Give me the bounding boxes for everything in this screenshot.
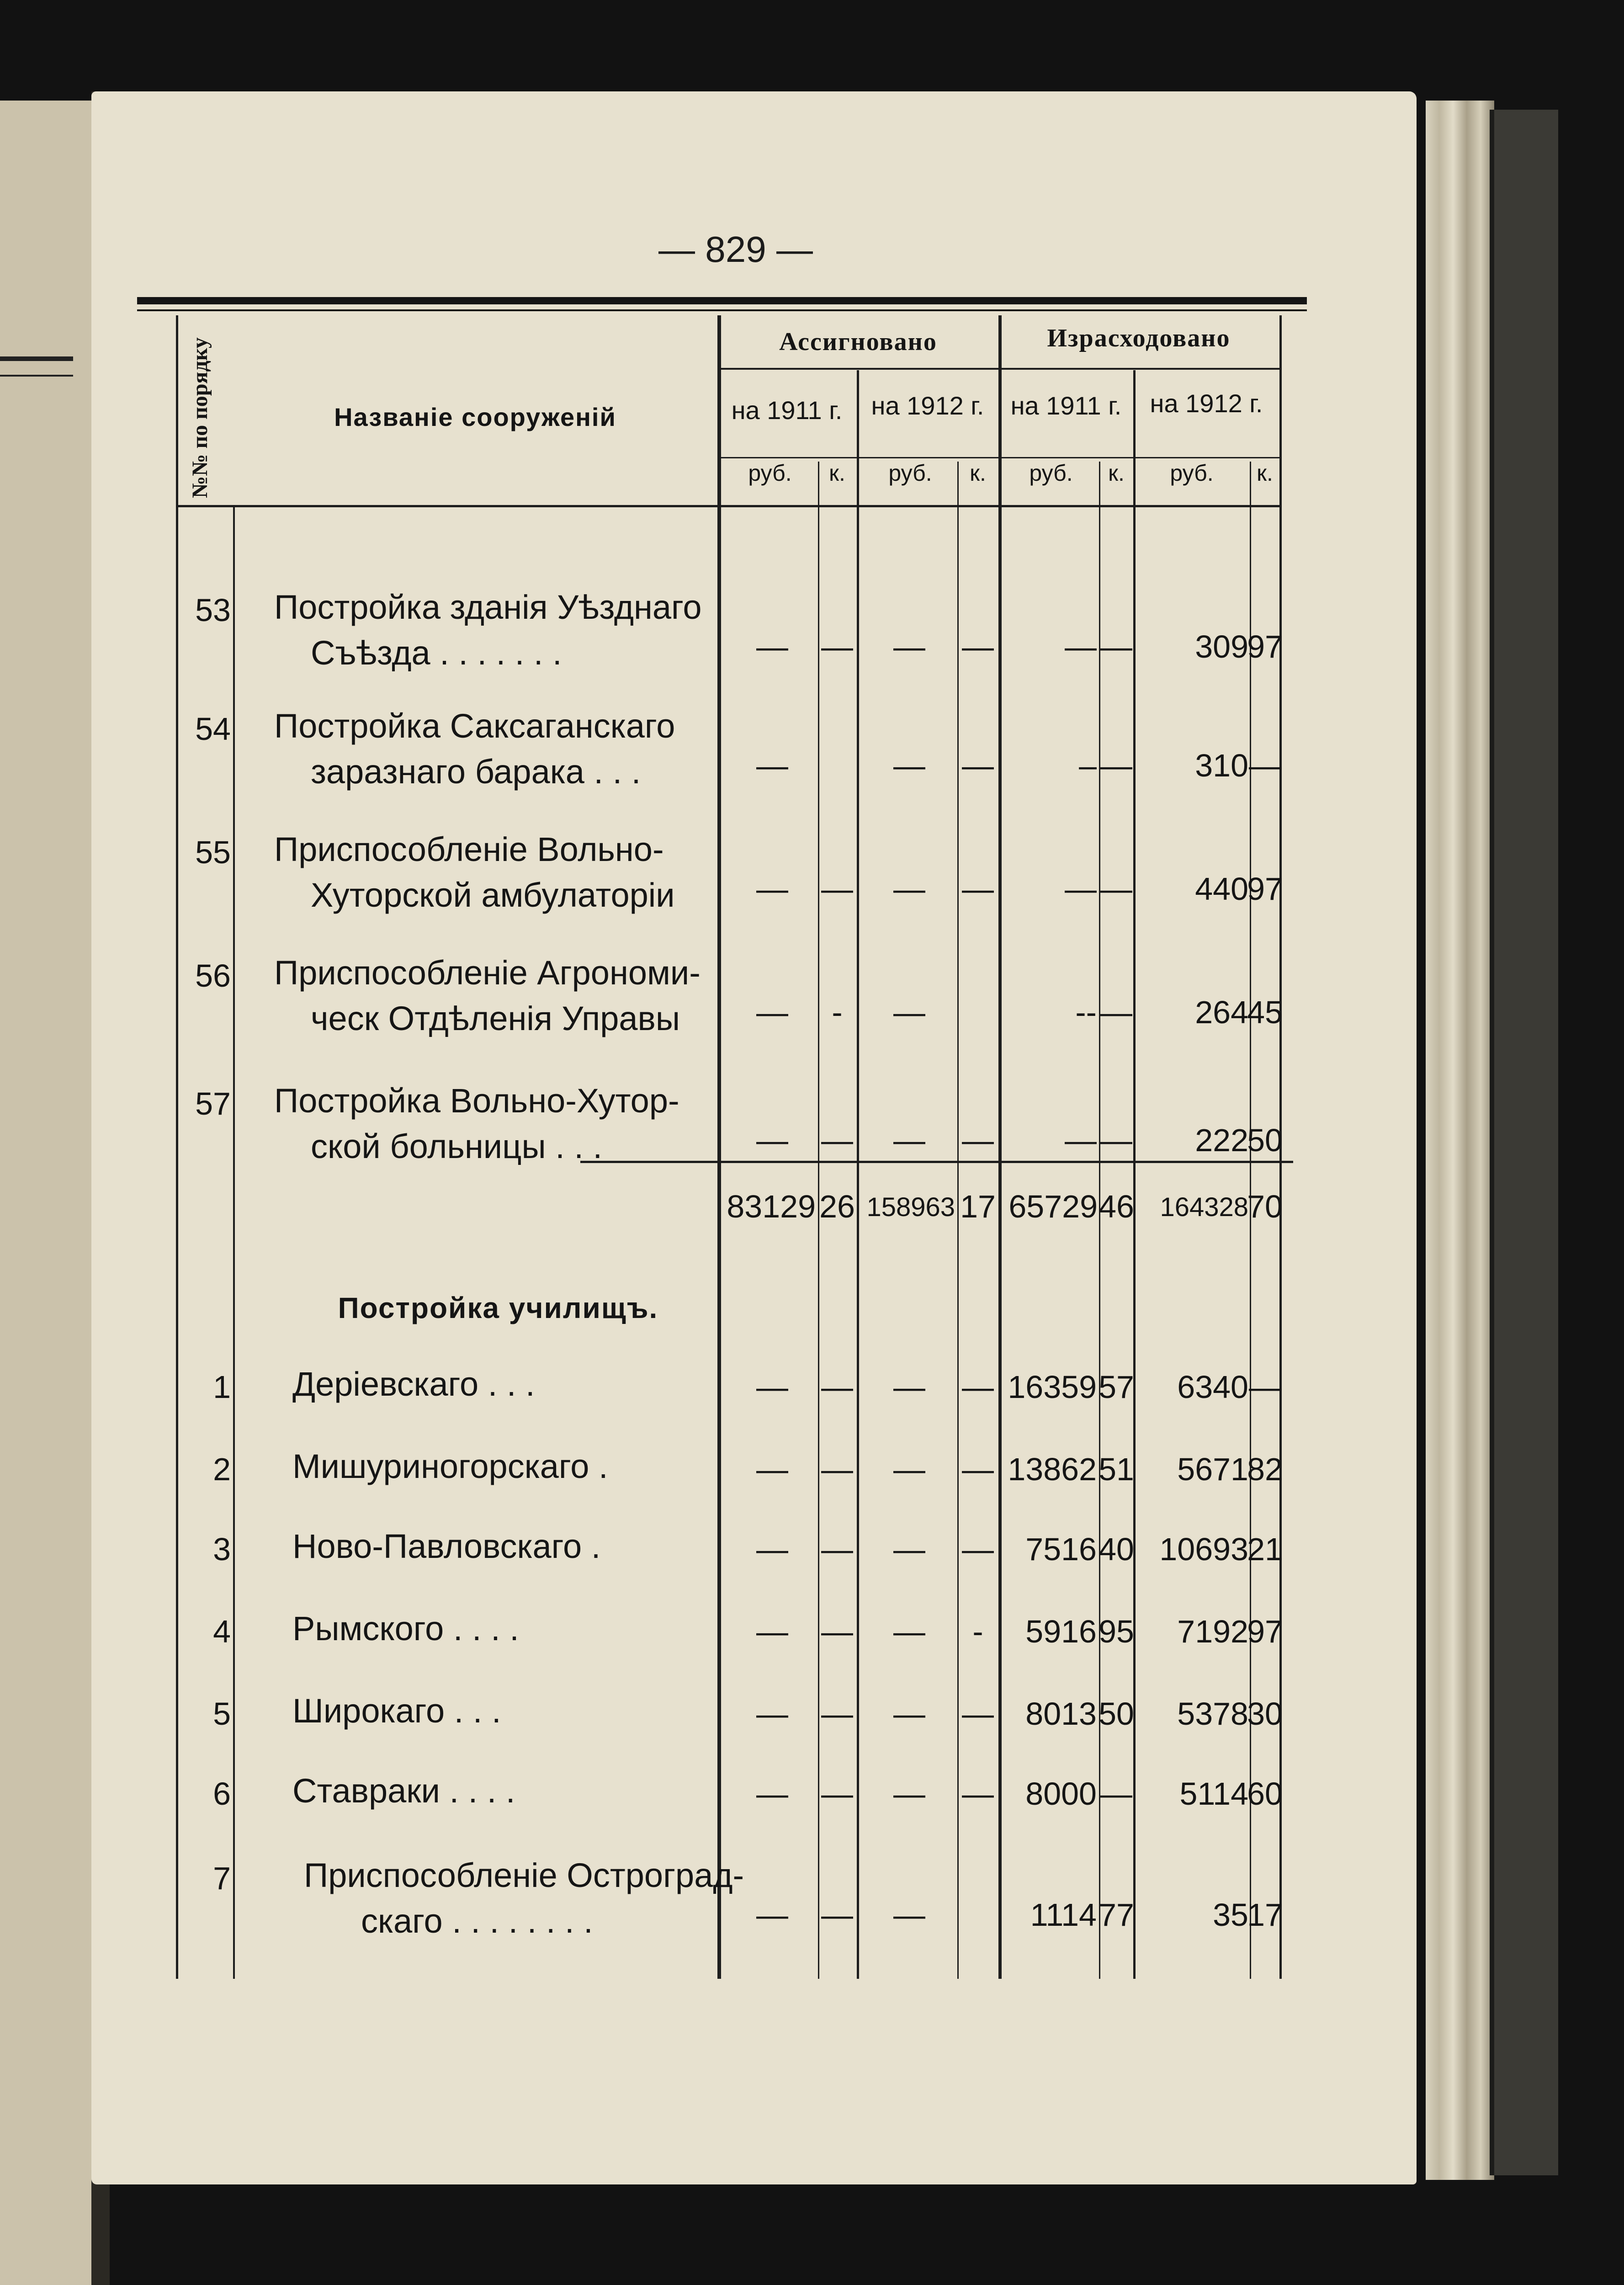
row-name: Деріевскаго . . . <box>292 1365 535 1403</box>
total-assigned-1912-rub: 158963 <box>866 1192 955 1222</box>
cell-assigned-1911-rub: — <box>756 871 788 907</box>
cell-spent-1912-rub: 10693 <box>1159 1531 1248 1567</box>
row-name-continued: Хуторской амбулаторіи <box>311 876 675 914</box>
cell-spent-1912-kop: 30 <box>1247 1696 1283 1732</box>
cell-assigned-1911-kop: — <box>821 871 853 907</box>
cell-spent-1911-rub: 8013 <box>1025 1696 1097 1732</box>
cell-spent-1911-rub: 5916 <box>1025 1614 1097 1649</box>
page-stack-edge <box>1426 101 1494 2180</box>
book-cover <box>1490 110 1558 2175</box>
row-number: 53 <box>195 592 231 628</box>
row-name: Мишуриногорскаго . <box>292 1447 608 1485</box>
total-assigned-1911-kop: 26 <box>819 1189 855 1224</box>
cell-spent-1911-rub: 7516 <box>1025 1531 1097 1567</box>
cell-spent-1912-kop: — <box>1249 1369 1281 1405</box>
cell-assigned-1911-rub: — <box>756 1122 788 1158</box>
cell-spent-1911-kop: — <box>1100 994 1132 1030</box>
total-spent-1912-kop: 70 <box>1247 1189 1283 1224</box>
cell-assigned-1911-rub: — <box>756 629 788 664</box>
cell-spent-1912-rub: 264 <box>1195 994 1248 1030</box>
cell-assigned-1911-kop: — <box>821 1122 853 1158</box>
header-spent-1912: на 1912 г. <box>1150 389 1263 418</box>
header-kop-s11: к. <box>1108 460 1125 486</box>
header-rub-a12: руб. <box>888 460 932 486</box>
rule-total-top <box>580 1161 1293 1163</box>
cell-spent-1911-rub: 13862 <box>1008 1451 1097 1487</box>
cell-spent-1911-kop: 77 <box>1099 1897 1134 1933</box>
row-name-continued: скаго . . . . . . . . <box>361 1902 593 1940</box>
cell-spent-1912-rub: 5671 <box>1177 1451 1248 1487</box>
cell-assigned-1912-rub: — <box>893 1531 925 1567</box>
cell-spent-1912-kop: 17 <box>1247 1897 1283 1933</box>
rule-a11-end <box>857 370 859 1979</box>
rule-under-header <box>176 505 1282 507</box>
cell-assigned-1911-rub: — <box>756 748 788 783</box>
cell-assigned-1912-rub: — <box>893 1369 925 1405</box>
cell-assigned-1912-kop: — <box>962 1696 994 1732</box>
cell-spent-1912-kop: 21 <box>1247 1531 1283 1567</box>
header-kop-a11: к. <box>829 460 845 486</box>
row-name: Постройка Саксаганскаго <box>274 707 675 745</box>
cell-spent-1911-rub: 8000 <box>1025 1776 1097 1812</box>
cell-spent-1912-rub: 309 <box>1195 629 1248 664</box>
cell-spent-1912-kop: 82 <box>1247 1451 1283 1487</box>
cell-assigned-1911-kop: — <box>821 629 853 664</box>
cell-assigned-1912-rub: — <box>893 1696 925 1732</box>
row-name: Постройка Вольно-Хутор- <box>274 1082 679 1120</box>
header-kop-s12: к. <box>1257 460 1273 486</box>
cell-assigned-1911-kop: — <box>821 1696 853 1732</box>
cell-assigned-1912-kop: — <box>962 1531 994 1567</box>
rule-under-years <box>717 457 1282 458</box>
cell-spent-1912-rub: 440 <box>1195 871 1248 907</box>
cell-assigned-1912-rub: — <box>893 629 925 664</box>
cell-spent-1912-kop: 97 <box>1247 871 1283 907</box>
row-name-continued: ческ Отдѣленія Управы <box>311 999 680 1037</box>
rule-no <box>233 507 235 1979</box>
cell-assigned-1912-rub: — <box>893 1614 925 1649</box>
cell-spent-1912-kop: 60 <box>1247 1776 1283 1812</box>
cell-spent-1911-kop: 40 <box>1099 1531 1134 1567</box>
cell-spent-1912-rub: 5114 <box>1179 1776 1248 1812</box>
cell-assigned-1911-rub: — <box>756 1897 788 1933</box>
row-name: Широкаго . . . <box>292 1692 501 1730</box>
row-number: 57 <box>195 1086 231 1121</box>
row-number: 7 <box>213 1860 231 1896</box>
cell-spent-1911-kop: — <box>1100 629 1132 664</box>
cell-assigned-1912-rub: — <box>893 994 925 1030</box>
cell-assigned-1911-kop: — <box>821 1776 853 1812</box>
row-name: Приспособленіе Вольно- <box>274 830 664 868</box>
cell-spent-1911-kop: — <box>1100 871 1132 907</box>
cell-spent-1911-kop: — <box>1100 748 1132 783</box>
cell-spent-1911-rub: — <box>1065 871 1097 907</box>
header-order-no: №№ по порядку <box>188 337 212 498</box>
cell-spent-1912-rub: 6340 <box>1177 1369 1248 1405</box>
header-rub-s12: руб. <box>1170 460 1214 486</box>
left-page-rule-thin <box>0 375 73 377</box>
cell-assigned-1911-kop: — <box>821 1531 853 1567</box>
cell-assigned-1911-rub: — <box>756 1451 788 1487</box>
cell-assigned-1912-kop: — <box>962 748 994 783</box>
header-name: Названіе сооруженій <box>334 403 616 431</box>
header-assigned-1911: на 1911 г. <box>731 396 843 425</box>
cell-spent-1911-kop: — <box>1100 1122 1132 1158</box>
row-number: 55 <box>195 834 231 870</box>
row-number: 5 <box>213 1696 231 1732</box>
cell-assigned-1912-kop: — <box>962 1369 994 1405</box>
cell-spent-1911-kop: — <box>1100 1776 1132 1812</box>
cell-assigned-1911-rub: — <box>756 1531 788 1567</box>
row-number: 2 <box>213 1451 231 1487</box>
cell-assigned-1911-kop: — <box>821 1369 853 1405</box>
cell-spent-1912-kop: 50 <box>1247 1122 1283 1158</box>
rule-a12k <box>957 462 959 1979</box>
cell-assigned-1912-kop: — <box>962 871 994 907</box>
row-name-continued: заразнаго барака . . . <box>311 753 641 791</box>
row-name: Ставраки . . . . <box>292 1772 515 1810</box>
cell-spent-1911-rub: — <box>1065 1122 1097 1158</box>
total-spent-1911-rub: 65729 <box>1008 1189 1098 1224</box>
cell-spent-1911-kop: 95 <box>1099 1614 1134 1649</box>
header-rub-s11: руб. <box>1029 460 1073 486</box>
cell-spent-1912-rub: 222 <box>1195 1122 1248 1158</box>
row-name-continued: Съѣзда . . . . . . . <box>311 634 562 672</box>
row-name: Постройка зданія Уѣзднаго <box>274 588 702 626</box>
cell-spent-1912-rub: 7192 <box>1177 1614 1248 1649</box>
cell-assigned-1911-rub: — <box>756 1369 788 1405</box>
cell-spent-1912-kop: 97 <box>1247 629 1283 664</box>
cell-assigned-1911-rub: — <box>756 1696 788 1732</box>
table-top-rule <box>137 297 1307 304</box>
cell-spent-1911-rub: 1114 <box>1030 1897 1097 1933</box>
page-number: — 829 — <box>658 229 813 270</box>
total-assigned-1911-rub: 83129 <box>727 1189 816 1224</box>
total-spent-1912-rub: 164328 <box>1160 1192 1248 1222</box>
row-number: 56 <box>195 958 231 994</box>
row-name: Рымского . . . . <box>292 1610 519 1647</box>
cell-assigned-1912-rub: — <box>893 1897 925 1933</box>
table-top-rule-thin <box>137 309 1307 311</box>
rule-s11-end <box>1133 370 1136 1979</box>
cell-spent-1911-kop: 51 <box>1099 1451 1134 1487</box>
left-page-edge <box>0 101 94 2285</box>
row-name: Приспособленіе Остроград- <box>304 1856 744 1894</box>
cell-spent-1911-kop: 50 <box>1099 1696 1134 1732</box>
left-page-rule <box>0 356 73 361</box>
total-assigned-1912-kop: 17 <box>960 1189 996 1224</box>
total-spent-1911-kop: 46 <box>1099 1189 1134 1224</box>
cell-spent-1912-rub: 310 <box>1195 748 1248 783</box>
cell-spent-1912-rub: 35 <box>1213 1897 1248 1933</box>
cell-spent-1912-kop: 97 <box>1247 1614 1283 1649</box>
cell-assigned-1911-kop: — <box>821 1451 853 1487</box>
header-spent: Израсходовано <box>1047 324 1231 352</box>
header-assigned: Ассигновано <box>779 328 937 356</box>
row-name: Ново-Павловскаго . <box>292 1527 601 1565</box>
header-spent-1911: на 1911 г. <box>1010 391 1122 420</box>
cell-spent-1911-kop: 57 <box>1099 1369 1134 1405</box>
cell-assigned-1912-kop: — <box>962 629 994 664</box>
row-number: 6 <box>213 1776 231 1812</box>
section-title: Постройка училищъ. <box>338 1291 658 1324</box>
row-name: Приспособленіе Агрономи- <box>274 954 701 992</box>
cell-assigned-1912-rub: — <box>893 871 925 907</box>
cell-assigned-1911-rub: — <box>756 1776 788 1812</box>
cell-spent-1911-rub: — <box>1065 629 1097 664</box>
cell-spent-1911-rub: 16359 <box>1008 1369 1097 1405</box>
cell-assigned-1912-kop: - <box>972 1614 983 1649</box>
cell-assigned-1911-rub: — <box>756 1614 788 1649</box>
cell-spent-1912-kop: 45 <box>1247 994 1283 1030</box>
cell-assigned-1911-rub: — <box>756 994 788 1030</box>
rule-left <box>176 315 178 1979</box>
cell-spent-1911-rub: -- <box>1075 994 1097 1030</box>
cell-assigned-1912-rub: — <box>893 1776 925 1812</box>
row-number: 4 <box>213 1614 231 1649</box>
cell-assigned-1911-kop: — <box>821 1897 853 1933</box>
cell-spent-1912-kop: — <box>1249 748 1281 783</box>
rule-under-groups <box>717 368 1282 370</box>
cell-assigned-1911-kop: — <box>821 1614 853 1649</box>
row-number: 1 <box>213 1369 231 1405</box>
cell-spent-1912-rub: 5378 <box>1177 1696 1248 1732</box>
cell-assigned-1912-kop: — <box>962 1451 994 1487</box>
row-number: 3 <box>213 1531 231 1567</box>
header-kop-a12: к. <box>970 460 986 486</box>
header-assigned-1912: на 1912 г. <box>871 391 984 420</box>
cell-spent-1911-rub: – <box>1079 748 1097 783</box>
row-number: 54 <box>195 711 231 747</box>
row-name-continued: ской больницы . . . <box>311 1127 603 1165</box>
rule-name <box>717 315 721 1979</box>
header-rub-a11: руб. <box>748 460 792 486</box>
cell-assigned-1912-kop: — <box>962 1776 994 1812</box>
cell-assigned-1912-kop: — <box>962 1122 994 1158</box>
cell-assigned-1911-kop: - <box>832 994 843 1030</box>
cell-assigned-1912-rub: — <box>893 1451 925 1487</box>
cell-assigned-1912-rub: — <box>893 1122 925 1158</box>
cell-assigned-1912-rub: — <box>893 748 925 783</box>
